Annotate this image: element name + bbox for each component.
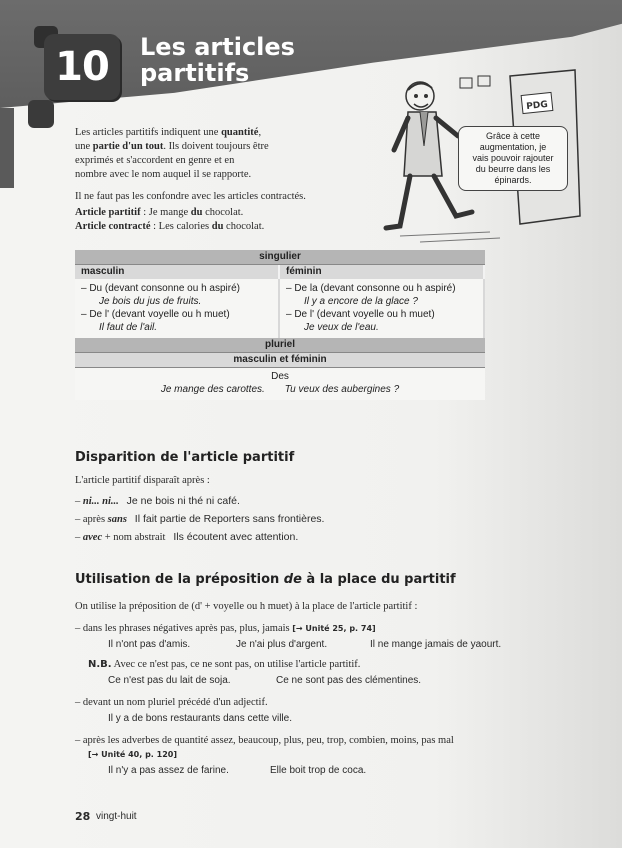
intro-text [75,126,355,234]
pdg-sign: PDG [525,99,549,113]
badge-decoration [28,100,54,128]
header-masculin: masculin [75,265,280,279]
example-sentence: Il y a de bons restaurants dans cette ville. [108,713,292,724]
example-sentence: Il ne mange jamais de yaourt. [370,639,502,650]
intro-paragraph: Les articles partitifs indiquent une quantité, une partie d'un tout. Ils doivent toujours être exprimés et s'accordent en genre et en nombre avec le nom auquel il se rapporte. [75,127,269,180]
header-pluriel: pluriel [75,338,485,353]
utilisation-item: – dans les phrases négatives après pas, plus, jamais [→ Unité 25, p. 74] [75,623,376,634]
header-masculin-feminin: masculin et féminin [75,353,485,368]
example-sentence: Il n'ont pas d'amis. [108,639,191,650]
section-title-utilisation: Utilisation de la préposition de à la place du partitif [75,572,456,587]
chapter-number: 10 [44,34,120,100]
chapter-title-line2: partitifs [140,59,250,87]
intro-warning: Il ne faut pas les confondre avec les articles contractés. [75,191,306,202]
example-sentence: Il n'y a pas assez de farine. [108,765,229,776]
example-sentence: Ce n'est pas du lait de soja. [108,675,231,686]
disparition-item: – ni... ni... Je ne bois ni thé ni café. [75,495,240,507]
cell-masculin: – Du (devant consonne ou h aspiré) Je bois du jus de fruits. – De l' (devant voyelle ou h muet) Il faut de l'ail. [75,279,280,338]
disparition-item: – après sans Il fait partie de Reporters sans frontières. [75,513,325,525]
example-sentence: Ce ne sont pas des clémentines. [276,675,422,686]
cell-pluriel: Des Je mange des carottes. Tu veux des aubergines ? [75,368,485,400]
nb-note: N.B. Avec ce n'est pas, ce ne sont pas, on utilise l'article partitif. [88,659,361,670]
side-tab [0,108,14,188]
utilisation-intro: On utilise la préposition de (d' + voyelle ou h muet) à la place de l'article partitif : [75,601,418,612]
speech-bubble: Grâce à cette augmentation, je vais pouvoir rajouter du beurre dans les épinards. [458,126,568,191]
header-singulier: singulier [75,250,485,265]
page-number-word: vingt-huit [96,811,137,822]
utilisation-item: – après les adverbes de quantité assez, beaucoup, plus, peu, trop, combien, moins, pas mal [75,735,454,746]
example-sentence: Elle boit trop de coca. [270,765,367,776]
utilisation-item: – devant un nom pluriel précédé d'un adjectif. [75,697,268,708]
unit-reference: [→ Unité 40, p. 120] [88,750,177,759]
disparition-item: – avec + nom abstrait Ils écoutent avec attention. [75,531,299,543]
cell-feminin: – De la (devant consonne ou h aspiré) Il y a encore de la glace ? – De l' (devant voyelle ou h muet) Je veux de l'eau. [280,279,485,338]
header-feminin: féminin [280,265,485,279]
chapter-title [140,34,360,86]
section-title-disparition: Disparition de l'article partitif [75,450,295,465]
partitif-example: Article partitif : Je mange du chocolat. [75,207,244,218]
contracte-example: Article contracté : Les calories du chocolat. [75,221,265,232]
example-sentence: Je n'ai plus d'argent. [236,639,328,650]
chapter-title-line1: Les articles [140,33,295,61]
articles-table [75,250,485,400]
page-number: 28 [75,810,91,823]
disparition-intro: L'article partitif disparaît après : [75,475,210,486]
